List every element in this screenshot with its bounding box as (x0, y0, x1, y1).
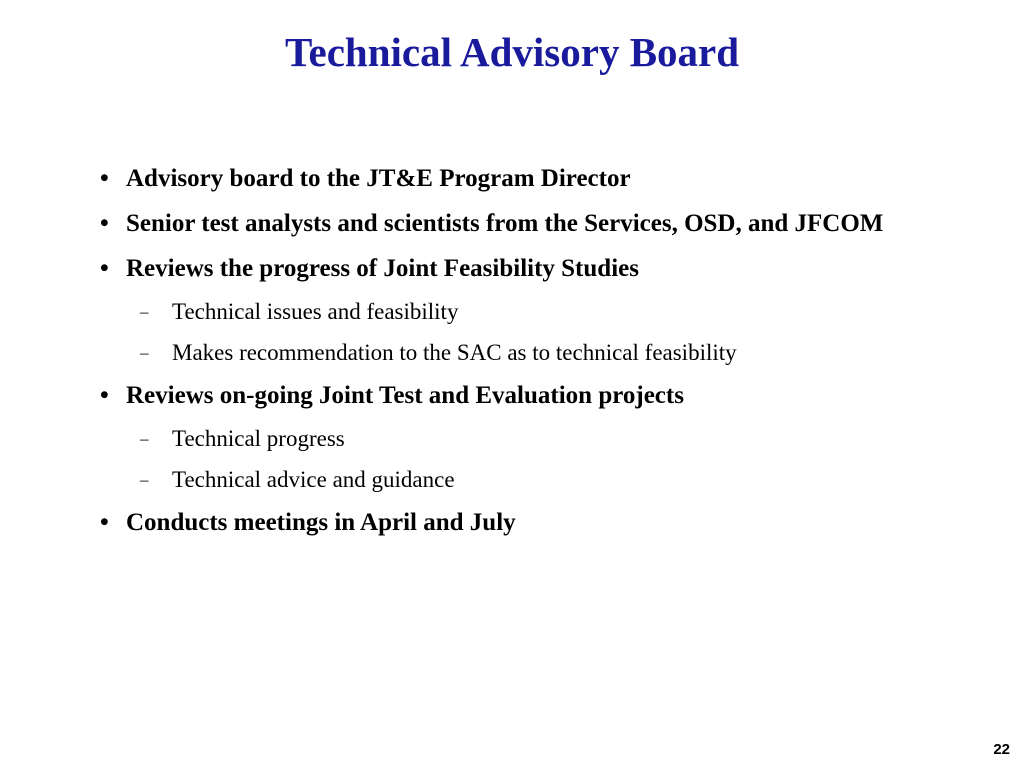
page-number: 22 (993, 741, 1010, 758)
bullet-text: Reviews on-going Joint Test and Evaluation projects (126, 382, 684, 409)
bullet-dot-icon: • (100, 165, 109, 192)
bullet-dot-icon: • (100, 255, 109, 282)
bullet-item (100, 160, 920, 197)
dash-icon: – (140, 302, 149, 321)
bullet-item (100, 504, 920, 541)
bullet-list (100, 160, 920, 549)
sub-bullet-text: Technical issues and feasibility (172, 299, 459, 324)
bullet-text: Advisory board to the JT&E Program Director (126, 165, 631, 192)
bullet-dot-icon: • (100, 382, 109, 409)
bullet-item (100, 250, 920, 287)
bullet-item (100, 205, 920, 242)
bullet-text: Reviews the progress of Joint Feasibility Studies (126, 255, 639, 282)
dash-icon: – (140, 343, 149, 362)
dash-icon: – (140, 429, 149, 448)
sub-bullet-item (100, 295, 920, 328)
slide-title: Technical Advisory Board (284, 29, 740, 75)
sub-bullet-text: Makes recommendation to the SAC as to technical feasibility (172, 340, 737, 365)
sub-bullet-text: Technical advice and guidance (172, 467, 455, 492)
bullet-item (100, 377, 920, 414)
sub-bullet-text: Technical progress (172, 426, 345, 451)
bullet-dot-icon: • (100, 509, 109, 536)
bullet-text: Conducts meetings in April and July (126, 509, 516, 536)
bullet-text: Senior test analysts and scientists from the Services, OSD, and JFCOM (126, 210, 884, 237)
bullet-dot-icon: • (100, 210, 109, 237)
sub-bullet-item (100, 422, 920, 455)
sub-bullet-item (100, 463, 920, 496)
dash-icon: – (140, 470, 149, 489)
sub-bullet-item (100, 336, 920, 369)
